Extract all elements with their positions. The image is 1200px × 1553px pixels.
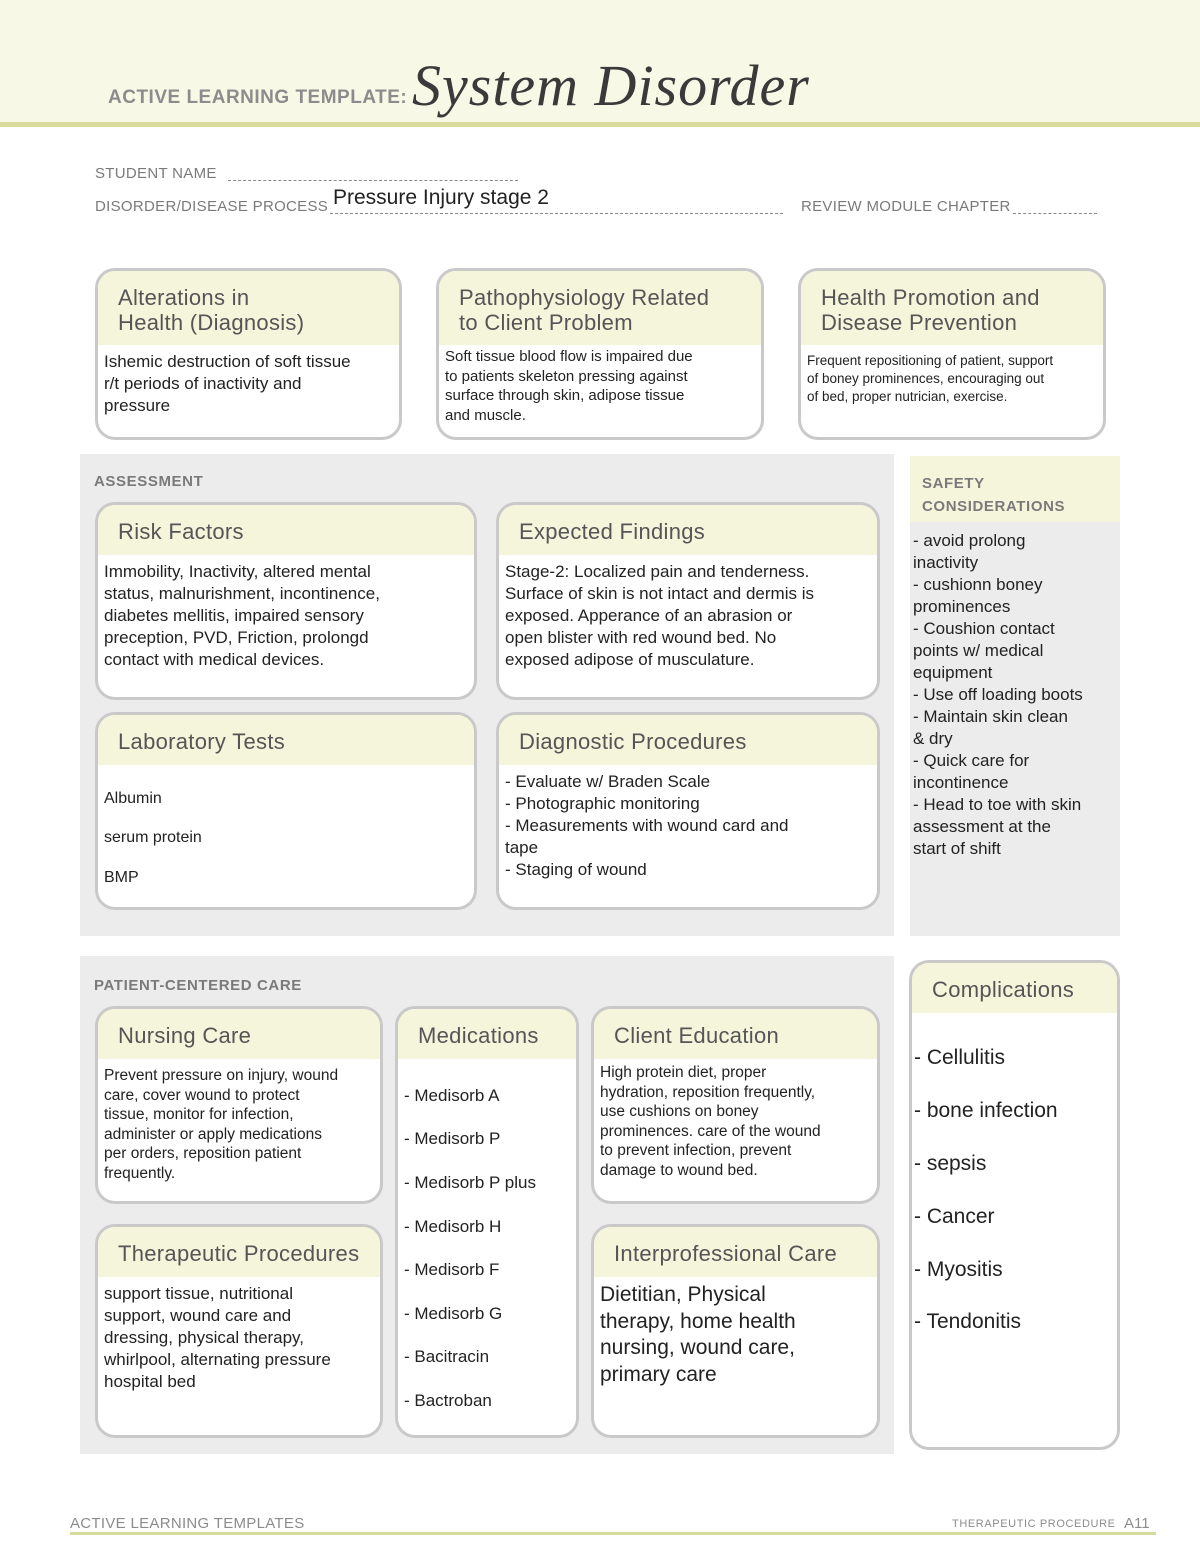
health-promotion-card	[798, 268, 1106, 440]
complications-title: Complications	[912, 963, 1117, 1013]
expected-findings-body: Stage-2: Localized pain and tenderness. Surface of skin is not intact and dermis is exposed. Apperance of an abrasion or open blister with red wound bed. No exposed adipose of musculature.	[505, 562, 814, 669]
therapeutic-procedures-title: Therapeutic Procedures	[98, 1227, 380, 1277]
complications-card	[909, 960, 1120, 1450]
pathophysiology-title: Pathophysiology Related to Client Problem	[439, 271, 761, 345]
medications-title: Medications	[398, 1009, 576, 1059]
review-module-input[interactable]	[1013, 213, 1097, 214]
list-item: - Medisorb F	[404, 1260, 500, 1280]
footer-right: THERAPEUTIC PROCEDURE	[952, 1518, 1116, 1530]
header-rule	[0, 122, 1200, 127]
list-item: - Medisorb H	[404, 1216, 502, 1236]
alterations-body: Ishemic destruction of soft tissue r/t periods of inactivity and pressure	[104, 352, 351, 415]
list-item: - sepsis	[914, 1152, 987, 1176]
template-label: ACTIVE LEARNING TEMPLATE:	[108, 87, 408, 108]
list-item	[404, 1434, 568, 1438]
client-education-card	[591, 1006, 880, 1204]
safety-heading	[910, 456, 1120, 522]
therapeutic-procedures-body: support tissue, nutritional support, wound care and dressing, physical therapy, whirlpool, alternating pressure hospital bed	[104, 1284, 331, 1391]
list-item: - Cancer	[914, 1204, 995, 1228]
laboratory-tests-list	[98, 765, 474, 910]
complications-list	[912, 1013, 1117, 1370]
patient-centered-care-heading: PATIENT-CENTERED CARE	[94, 977, 302, 994]
student-name-label: STUDENT NAME	[95, 165, 217, 182]
assessment-heading: ASSESSMENT	[94, 473, 204, 490]
list-item: - Tendonitis	[914, 1310, 1022, 1334]
disorder-line	[330, 213, 783, 214]
list-item: - Medisorb P	[404, 1129, 501, 1149]
alterations-title: Alterations in Health (Diagnosis)	[98, 271, 399, 345]
footer-rule	[70, 1532, 1156, 1535]
list-item: - Cellulitis	[914, 1046, 1006, 1070]
list-item: - Medisorb G	[404, 1303, 503, 1323]
risk-factors-body: Immobility, Inactivity, altered mental status, malnurishment, incontinence, diabetes mellitis, impaired sensory preception, PVD, Friction, prolongd contact with medical devices.	[104, 562, 380, 669]
review-module-label: REVIEW MODULE CHAPTER	[801, 198, 1011, 215]
therapeutic-procedures-card	[95, 1224, 383, 1438]
nursing-care-card	[95, 1006, 383, 1204]
pathophysiology-body: Soft tissue blood flow is impaired due to patients skeleton pressing against surface through skin, adipose tissue and muscle.	[445, 348, 693, 424]
interprofessional-care-title: Interprofessional Care	[594, 1227, 877, 1277]
diagnostic-procedures-title: Diagnostic Procedures	[499, 715, 877, 765]
list-item: - bone infection	[914, 1099, 1058, 1123]
client-education-body: High protein diet, proper hydration, reposition frequently, use cushions on boney prominences. care of the wound to prevent infection, prevent damage to wound bed.	[600, 1064, 821, 1179]
laboratory-tests-title: Laboratory Tests	[98, 715, 474, 765]
alterations-card	[95, 268, 402, 440]
nursing-care-title: Nursing Care	[98, 1009, 380, 1059]
medications-card	[395, 1006, 579, 1438]
list-item: - Medisorb P plus	[404, 1172, 536, 1192]
medications-list	[398, 1059, 576, 1438]
list-item: - Medisorb A	[404, 1085, 500, 1105]
expected-findings-title: Expected Findings	[499, 505, 877, 555]
student-name-input[interactable]	[228, 180, 518, 181]
interprofessional-care-card	[591, 1224, 880, 1438]
diagnostic-procedures-body: - Evaluate w/ Braden Scale - Photographic monitoring - Measurements with wound card and tape - Staging of wound	[505, 772, 789, 879]
list-item: - Bacitracin	[404, 1347, 490, 1367]
health-promotion-title: Health Promotion and Disease Prevention	[801, 271, 1103, 345]
safety-heading-line2: CONSIDERATIONS	[922, 498, 1066, 515]
health-promotion-body: Frequent repositioning of patient, support of boney prominences, encouraging out of bed, proper nutrician, exercise.	[807, 353, 1054, 404]
list-item: - Bactroban	[404, 1390, 492, 1410]
page-title: System Disorder	[412, 53, 810, 118]
safety-body: - avoid prolong inactivity - cushionn boney prominences - Coushion contact points w/ medical equipment - Use off loading boots - Maintain skin clean & dry - Quick care for incontinence - Head to toe with skin assessment at the start of shift	[913, 531, 1083, 858]
list-item: serum protein	[104, 829, 202, 847]
expected-findings-card	[496, 502, 880, 700]
safety-heading-line1: SAFETY	[922, 475, 985, 492]
list-item: BMP	[104, 868, 139, 886]
laboratory-tests-card	[95, 712, 477, 910]
risk-factors-card	[95, 502, 477, 700]
interprofessional-care-body: Dietitian, Physical therapy, home health nursing, wound care, primary care	[600, 1283, 796, 1386]
disorder-label: DISORDER/DISEASE PROCESS	[95, 198, 329, 215]
pathophysiology-card	[436, 268, 764, 440]
diagnostic-procedures-card	[496, 712, 880, 910]
list-item: Albumin	[104, 789, 162, 807]
list-item	[104, 908, 466, 910]
list-item: - Myositis	[914, 1257, 1003, 1281]
footer-left: ACTIVE LEARNING TEMPLATES	[70, 1515, 305, 1532]
risk-factors-title: Risk Factors	[98, 505, 474, 555]
nursing-care-body: Prevent pressure on injury, wound care, cover wound to protect tissue, monitor for infection, administer or apply medications per orders, reposition patient frequently.	[104, 1067, 339, 1182]
page-number: A11	[1124, 1515, 1150, 1532]
disorder-input[interactable]: Pressure Injury stage 2	[333, 186, 549, 209]
client-education-title: Client Education	[594, 1009, 877, 1059]
